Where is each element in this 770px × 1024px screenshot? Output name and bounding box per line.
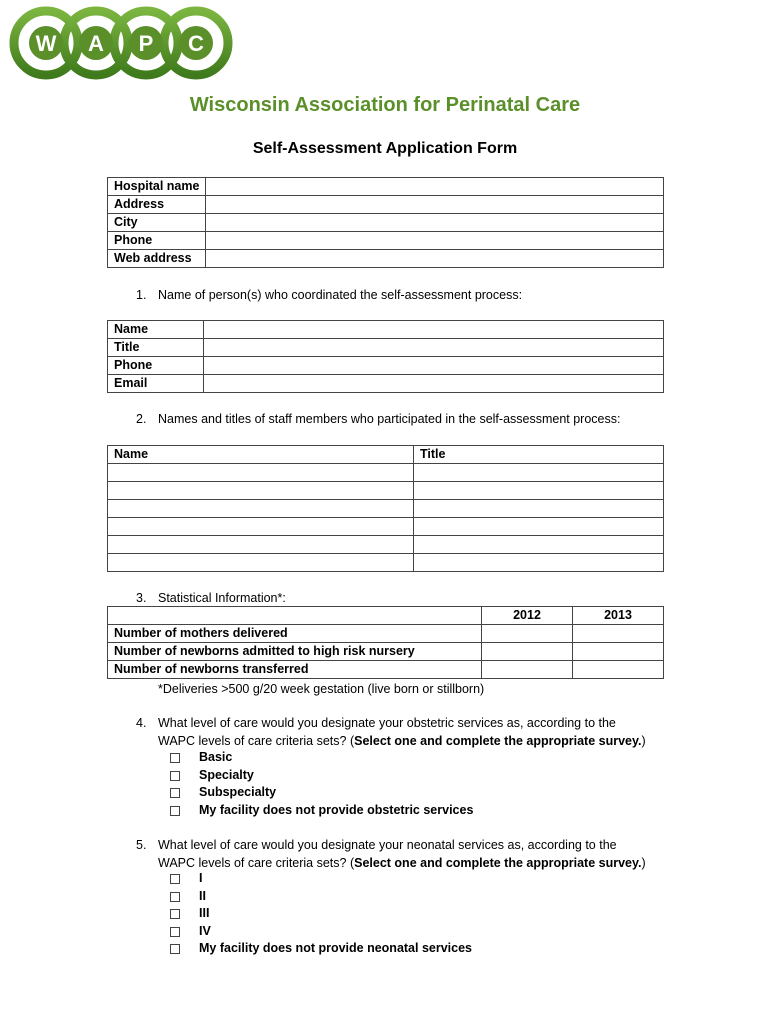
staff-name-field[interactable] xyxy=(108,518,414,536)
question-5-instruction: Select one and complete the appropriate survey. xyxy=(354,856,642,870)
staff-title-field[interactable] xyxy=(414,482,664,500)
logo-letter-w: W xyxy=(35,31,57,56)
option-label: IV xyxy=(199,923,211,938)
coordinator-phone-field[interactable] xyxy=(204,357,664,375)
option-label: II xyxy=(199,888,206,903)
hospital-name-field[interactable] xyxy=(206,178,664,196)
phone-label: Phone xyxy=(108,232,206,250)
coordinator-title-field[interactable] xyxy=(204,339,664,357)
question-4-instruction: Select one and complete the appropriate survey. xyxy=(354,734,642,748)
staff-name-field[interactable] xyxy=(108,464,414,482)
question-5-line2-end: ) xyxy=(641,856,646,870)
checkbox-icon[interactable] xyxy=(170,909,180,919)
coordinator-email-label: Email xyxy=(108,375,204,393)
checkbox-icon[interactable] xyxy=(170,788,180,798)
city-label: City xyxy=(108,214,206,232)
web-address-label: Web address xyxy=(108,250,206,268)
wapc-logo xyxy=(6,4,238,82)
newborns-high-risk-2013-field[interactable] xyxy=(573,643,664,661)
newborns-transferred-label: Number of newborns transferred xyxy=(108,661,482,679)
question-5-line1: What level of care would you designate your neonatal services as, according to the xyxy=(158,838,617,852)
staff-title-field[interactable] xyxy=(414,464,664,482)
question-1-number: 1. xyxy=(136,288,147,302)
form-title: Self-Assessment Application Form xyxy=(252,140,518,157)
staff-name-header: Name xyxy=(108,446,414,464)
statistics-table xyxy=(107,606,664,679)
city-field[interactable] xyxy=(206,214,664,232)
coordinator-name-field[interactable] xyxy=(204,321,664,339)
staff-name-field[interactable] xyxy=(108,554,414,572)
staff-title-field[interactable] xyxy=(414,554,664,572)
question-4-line2: WAPC levels of care criteria sets? ( xyxy=(158,734,355,748)
hospital-name-label: Hospital name xyxy=(108,178,206,196)
year-2013-header: 2013 xyxy=(573,607,664,625)
statistics-corner-cell xyxy=(108,607,482,625)
option-label: My facility does not provide obstetric services xyxy=(199,802,474,817)
question-3-number: 3. xyxy=(136,591,147,605)
coordinator-table xyxy=(107,320,664,393)
newborns-high-risk-label: Number of newborns admitted to high risk nursery xyxy=(108,643,482,661)
staff-name-field[interactable] xyxy=(108,500,414,518)
statistics-footnote: *Deliveries >500 g/20 week gestation (live born or stillborn) xyxy=(158,682,485,696)
checkbox-icon[interactable] xyxy=(170,771,180,781)
option-label: III xyxy=(199,906,210,920)
staff-title-field[interactable] xyxy=(414,500,664,518)
newborns-transferred-2012-field[interactable] xyxy=(482,661,573,679)
logo-letter-p: P xyxy=(138,31,154,56)
year-2012-header: 2012 xyxy=(482,607,573,625)
coordinator-email-field[interactable] xyxy=(204,375,664,393)
staff-title-field[interactable] xyxy=(414,518,664,536)
question-5-number: 5. xyxy=(136,838,147,852)
option-label: I xyxy=(199,871,203,885)
coordinator-title-label: Title xyxy=(108,339,204,357)
mothers-delivered-label: Number of mothers delivered xyxy=(108,625,482,643)
option-label: Subspecialty xyxy=(199,785,277,799)
checkbox-icon[interactable] xyxy=(170,944,180,954)
staff-name-field[interactable] xyxy=(108,482,414,500)
newborns-transferred-2013-field[interactable] xyxy=(573,661,664,679)
mothers-delivered-2012-field[interactable] xyxy=(482,625,573,643)
phone-field[interactable] xyxy=(206,232,664,250)
address-field[interactable] xyxy=(206,196,664,214)
question-2-text: Names and titles of staff members who participated in the self-assessment process: xyxy=(158,412,621,426)
checkbox-icon[interactable] xyxy=(170,927,180,937)
question-2-number: 2. xyxy=(136,412,147,426)
option-label: Basic xyxy=(199,750,233,764)
checkbox-icon[interactable] xyxy=(170,874,180,884)
question-4-line2-end: ) xyxy=(641,734,646,748)
web-address-field[interactable] xyxy=(206,250,664,268)
checkbox-icon[interactable] xyxy=(170,753,180,763)
question-3-text: Statistical Information*: xyxy=(158,591,286,605)
staff-title-field[interactable] xyxy=(414,536,664,554)
staff-name-field[interactable] xyxy=(108,536,414,554)
question-5-line2: WAPC levels of care criteria sets? ( xyxy=(158,856,355,870)
staff-title-header: Title xyxy=(414,446,664,464)
option-label: Specialty xyxy=(199,767,254,782)
staff-table xyxy=(107,445,664,572)
question-1-text: Name of person(s) who coordinated the self-assessment process: xyxy=(158,288,523,302)
checkbox-icon[interactable] xyxy=(170,806,180,816)
organization-title: Wisconsin Association for Perinatal Care xyxy=(189,94,581,116)
option-label: My facility does not provide neonatal services xyxy=(199,941,473,955)
newborns-high-risk-2012-field[interactable] xyxy=(482,643,573,661)
checkbox-icon[interactable] xyxy=(170,892,180,902)
coordinator-phone-label: Phone xyxy=(108,357,204,375)
logo-letter-c: C xyxy=(188,31,204,56)
question-4-line1: What level of care would you designate your obstetric services as, according to the xyxy=(158,716,616,730)
address-label: Address xyxy=(108,196,206,214)
question-4-number: 4. xyxy=(136,716,147,730)
hospital-info-table xyxy=(107,177,664,268)
coordinator-name-label: Name xyxy=(108,321,204,339)
mothers-delivered-2013-field[interactable] xyxy=(573,625,664,643)
logo-letter-a: A xyxy=(88,31,104,56)
